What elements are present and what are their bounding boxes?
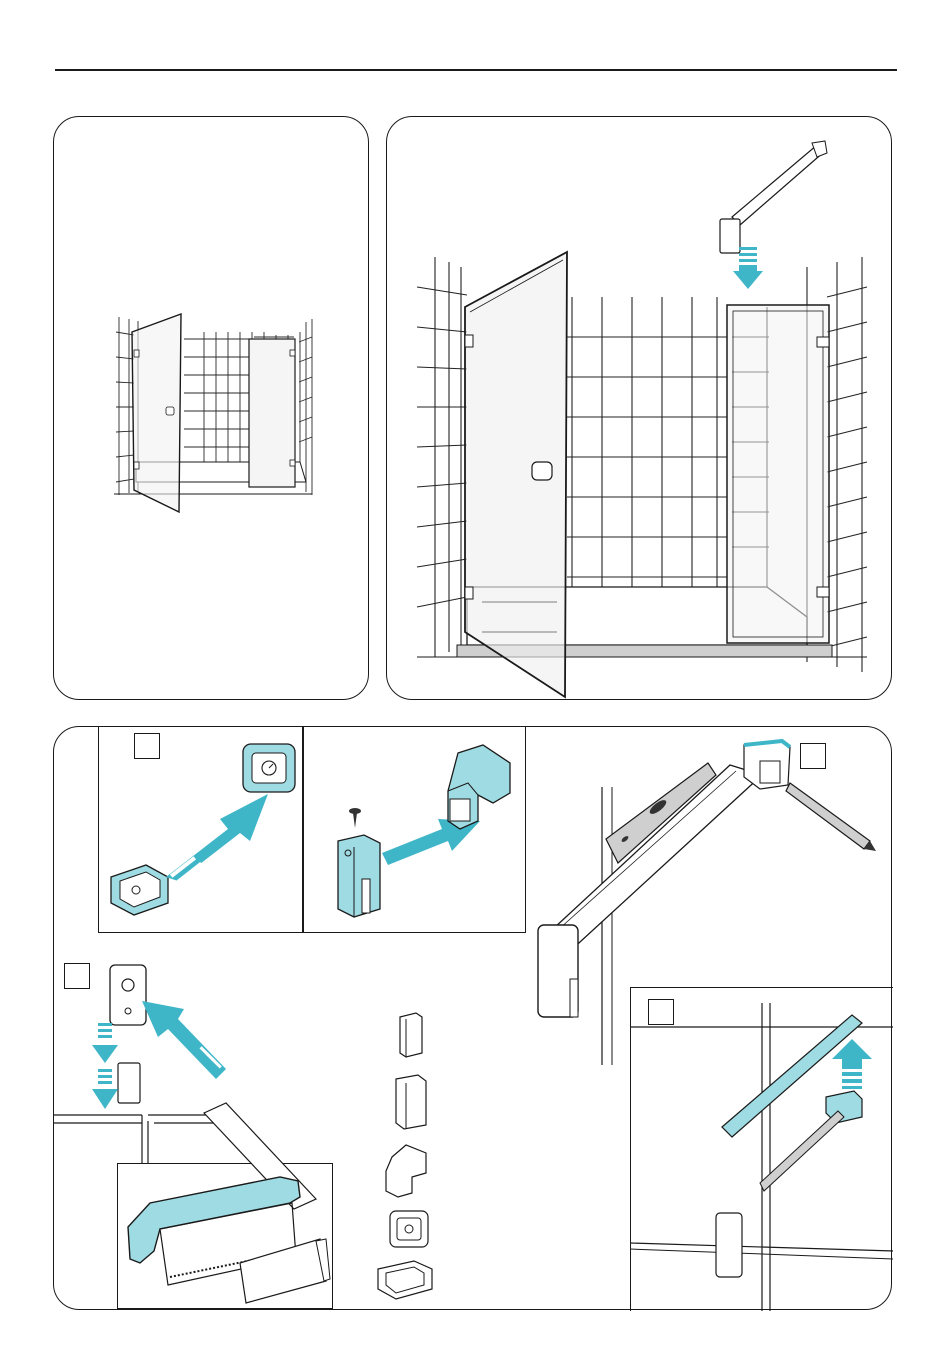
header-rule <box>55 69 897 71</box>
fitting-illustration <box>630 987 893 1311</box>
round-plate-legend-icon <box>390 1211 428 1247</box>
corner-connector-legend-icon <box>386 1145 426 1197</box>
end-cap-legend-icon <box>400 1013 422 1057</box>
installation-overview-panel <box>386 116 892 700</box>
overview-panel <box>53 116 369 700</box>
wall-bracket-legend-icon <box>396 1075 426 1129</box>
hacksaw-icon <box>120 1167 330 1307</box>
corner-connector-illustration <box>438 743 518 833</box>
round-plate-illustration <box>240 741 300 797</box>
assembly-steps-panel <box>53 726 892 1310</box>
parts-legend <box>366 997 436 1307</box>
down-arrow-icon <box>733 247 763 291</box>
pencil-icon <box>786 777 876 857</box>
screw-icon <box>348 807 362 829</box>
step-marker <box>134 733 160 759</box>
diagonal-arrow-icon <box>140 997 230 1087</box>
down-arrow-icon <box>92 1023 122 1113</box>
shower-overview-illustration <box>54 117 370 701</box>
shower-detail-illustration <box>387 117 893 701</box>
wall-bracket-illustration <box>334 831 384 921</box>
u-bracket-legend-icon <box>378 1261 432 1299</box>
sub-panel-divider <box>302 727 304 933</box>
up-arrow-icon <box>832 1039 872 1089</box>
